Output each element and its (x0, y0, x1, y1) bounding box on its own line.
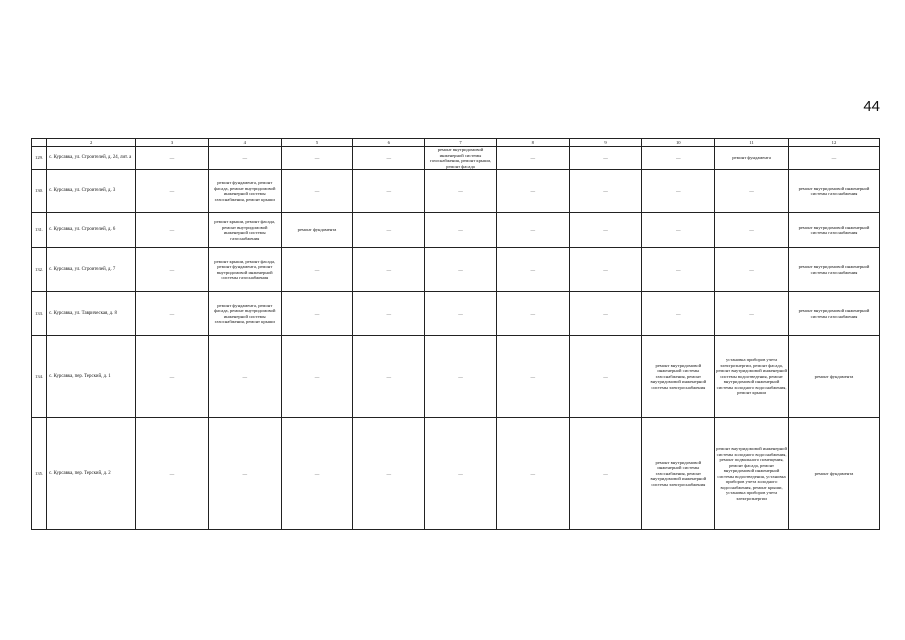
table-row (32, 147, 880, 170)
work-cell-c4: ремонт фундамента, ремонт фасада, ремонт внутридомовой инженерной системы газоснабжения, ремонт крыши (208, 170, 281, 213)
header-cell: 8 (496, 139, 569, 147)
work-cell-c7: — (425, 292, 497, 336)
work-cell-c10: ремонт внутридомовой инженерной системы газоснабжения, ремонт внутридомовой инженерной системы электроснабжения (642, 336, 715, 418)
work-cell-c8: — (496, 292, 569, 336)
work-cell-c8: — (496, 147, 569, 170)
work-cell-c11: — (715, 248, 789, 292)
work-cell-c10: ремонт внутридомовой инженерной системы газоснабжения, ремонт внутридомовой инженерной системы электроснабжения (642, 418, 715, 530)
table-row (32, 248, 880, 292)
work-cell-c9: — (569, 248, 642, 292)
header-cell: 9 (569, 139, 642, 147)
work-cell-c7: — (425, 336, 497, 418)
header-cell: 12 (788, 139, 879, 147)
work-cell-c6: — (353, 170, 425, 213)
work-cell-c7: — (425, 170, 497, 213)
work-cell-c11: ремонт внутридомовой инженерной системы холодного водоснабжения, ремонт подвального помещения, ремонт фасада, ремонт внутридомовой инженерной системы водоотведения, установка приборов учета холодного водоснабжения, ремонт крыши, установка приборов учета электроэнергии (715, 418, 789, 530)
work-cell-c4: ремонт крыши, ремонт фасада, ремонт фундамента, ремонт внутридомовой инженерной системы газоснабжения (208, 248, 281, 292)
header-cell: 3 (136, 139, 209, 147)
work-cell-c5: — (281, 248, 353, 292)
work-cell-c3: — (136, 418, 209, 530)
work-cell-c10: — (642, 213, 715, 248)
table-row (32, 292, 880, 336)
work-cell-c7: ремонт внутридомовой инженерной системы газоснабжения, ремонт крыши, ремонт фасада (425, 147, 497, 170)
work-cell-c3: — (136, 292, 209, 336)
work-cell-c6: — (353, 147, 425, 170)
work-cell-c3: — (136, 336, 209, 418)
row-number: 133. (32, 292, 47, 336)
repair-schedule-table (31, 138, 880, 530)
work-cell-c11: — (715, 292, 789, 336)
work-cell-c8: — (496, 418, 569, 530)
address-cell: с. Курсавка, ул. Строителей, д. 6 (47, 213, 136, 248)
work-cell-c12: ремонт внутридомовой инженерной системы газоснабжения (788, 213, 879, 248)
work-cell-c8: — (496, 336, 569, 418)
work-cell-c9: — (569, 213, 642, 248)
work-cell-c10: — (642, 292, 715, 336)
work-cell-c8: — (496, 248, 569, 292)
work-cell-c10: — (642, 147, 715, 170)
work-cell-c4: — (208, 418, 281, 530)
header-cell: 2 (47, 139, 136, 147)
work-cell-c11: ремонт фундамента (715, 147, 789, 170)
table-row (32, 418, 880, 530)
work-cell-c12: ремонт внутридомовой инженерной системы газоснабжения (788, 292, 879, 336)
header-cell: 11 (715, 139, 789, 147)
address-cell: с. Курсавка, пер. Терский, д. 2 (47, 418, 136, 530)
work-cell-c4: ремонт крыши, ремонт фасада, ремонт внутридомовой инженерной системы газоснабжения (208, 213, 281, 248)
header-cell: 5 (281, 139, 353, 147)
work-cell-c4: — (208, 147, 281, 170)
work-cell-c7: — (425, 248, 497, 292)
work-cell-c12: ремонт внутридомовой инженерной системы газоснабжения (788, 170, 879, 213)
work-cell-c4: ремонт фундамента, ремонт фасада, ремонт внутридомовой инженерной системы газоснабжения, ремонт крыши (208, 292, 281, 336)
address-cell: с. Курсавка, ул. Строителей, д. 24, лит. а (47, 147, 136, 170)
address-cell: с. Курсавка, ул. Строителей, д. 3 (47, 170, 136, 213)
table-row (32, 336, 880, 418)
work-cell-c5: — (281, 170, 353, 213)
work-cell-c6: — (353, 336, 425, 418)
work-cell-c5: — (281, 418, 353, 530)
work-cell-c11: установка приборов учета электроэнергии, ремонт фасада, ремонт внутридомовой инженерной системы водоотведения, ремонт внутридомовой инженерной системы холодного водоснабжения, ремонт крыши (715, 336, 789, 418)
work-cell-c6: — (353, 213, 425, 248)
work-cell-c12: ремонт внутридомовой инженерной системы газоснабжения (788, 248, 879, 292)
work-cell-c6: — (353, 292, 425, 336)
work-cell-c5: — (281, 147, 353, 170)
work-cell-c11: — (715, 213, 789, 248)
header-cell: 6 (353, 139, 425, 147)
page-number: 44 (863, 98, 880, 115)
work-cell-c10: — (642, 170, 715, 213)
address-cell: с. Курсавка, ул. Таврическая, д. 8 (47, 292, 136, 336)
table-row (32, 170, 880, 213)
row-number: 130. (32, 170, 47, 213)
work-cell-c6: — (353, 418, 425, 530)
work-cell-c9: — (569, 147, 642, 170)
work-cell-c12: — (788, 147, 879, 170)
work-cell-c5: ремонт фундамента (281, 213, 353, 248)
work-cell-c3: — (136, 170, 209, 213)
address-cell: с. Курсавка, ул. Строителей, д. 7 (47, 248, 136, 292)
work-cell-c6: — (353, 248, 425, 292)
work-cell-c3: — (136, 248, 209, 292)
work-cell-c12: ремонт фундамента (788, 336, 879, 418)
row-number: 131. (32, 213, 47, 248)
work-cell-c4: — (208, 336, 281, 418)
work-cell-c5: — (281, 336, 353, 418)
work-cell-c9: — (569, 418, 642, 530)
work-cell-c12: ремонт фундамента (788, 418, 879, 530)
header-cell: 10 (642, 139, 715, 147)
work-cell-c7: — (425, 418, 497, 530)
work-cell-c5: — (281, 292, 353, 336)
work-cell-c3: — (136, 213, 209, 248)
work-cell-c9: — (569, 292, 642, 336)
header-cell: 4 (208, 139, 281, 147)
work-cell-c9: — (569, 336, 642, 418)
row-number: 132. (32, 248, 47, 292)
work-cell-c3: — (136, 147, 209, 170)
work-cell-c8: — (496, 170, 569, 213)
work-cell-c10: — (642, 248, 715, 292)
row-number: 135. (32, 418, 47, 530)
work-cell-c8: — (496, 213, 569, 248)
address-cell: с. Курсавка, пер. Терский, д. 1 (47, 336, 136, 418)
header-cell (32, 139, 47, 147)
header-cell: 7 (425, 139, 497, 147)
work-cell-c9: — (569, 170, 642, 213)
table-row (32, 213, 880, 248)
row-number: 134. (32, 336, 47, 418)
row-number: 129. (32, 147, 47, 170)
header-row (32, 139, 880, 147)
work-cell-c11: — (715, 170, 789, 213)
work-cell-c7: — (425, 213, 497, 248)
